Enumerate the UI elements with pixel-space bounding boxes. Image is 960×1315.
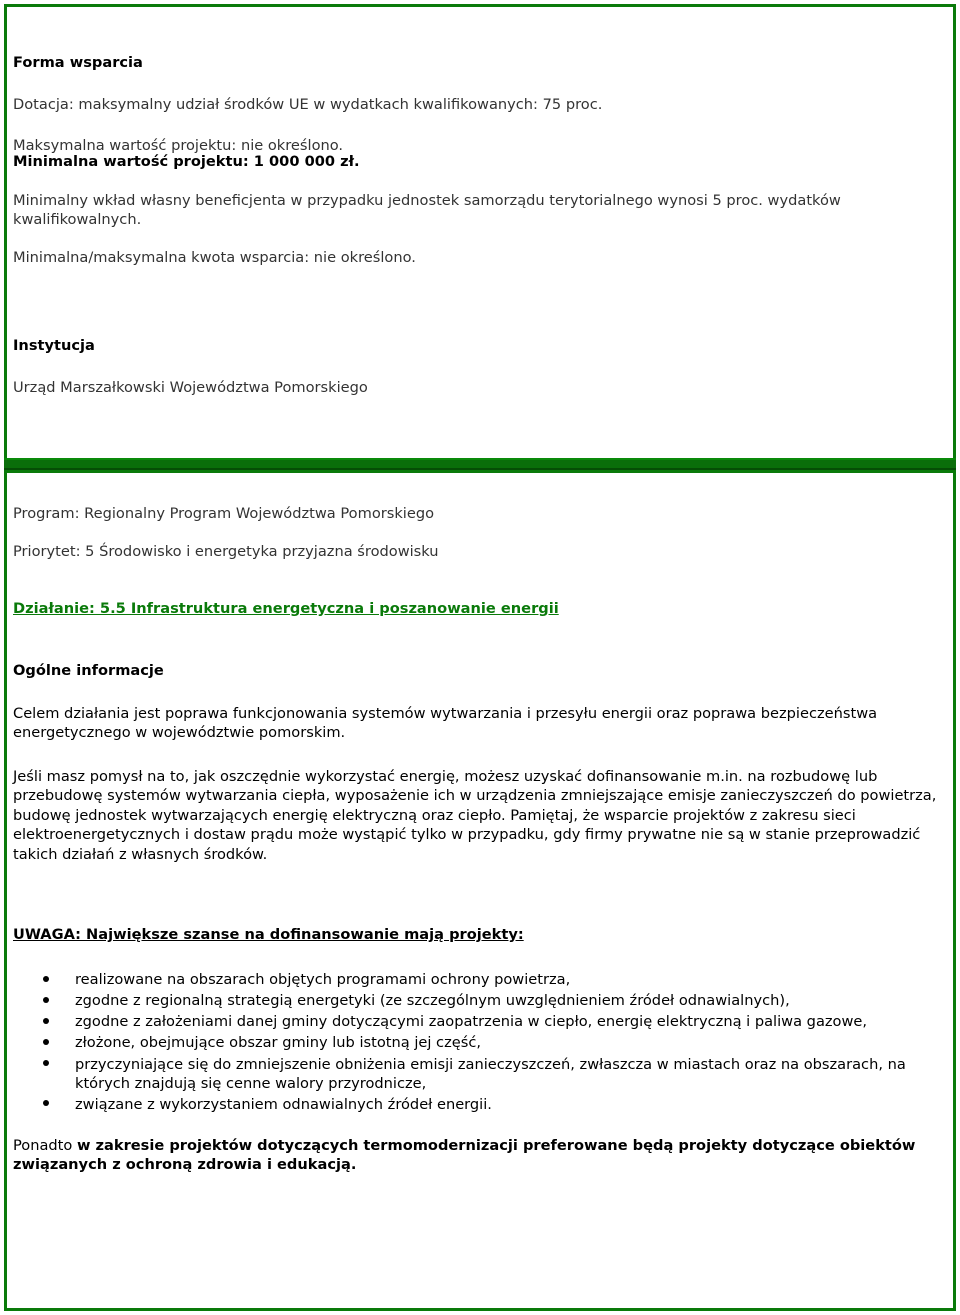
forma-wsparcia-heading: Forma wsparcia — [13, 54, 143, 71]
ponadto-bold: w zakresie projektów dotyczących termomodernizacji preferowane będą projekty dotyczące obiektów związanych z ochroną zdrowia i edukacją. — [13, 1137, 916, 1174]
ponadto-paragraph — [13, 1136, 948, 1175]
celem-paragraph: Celem działania jest poprawa funkcjonowania systemów wytwarzania i przesyłu energii oraz poprawa bezpieczeństwa energetycznego w województwie pomorskim. — [13, 705, 878, 742]
ponadto-prefix: Ponadto — [13, 1137, 77, 1154]
section-program — [4, 470, 956, 1311]
program-text: Program: Regionalny Program Województwa Pomorskiego — [13, 505, 435, 522]
ogolne-informacje-heading: Ogólne informacje — [13, 662, 164, 679]
list-item: przyczyniające się do zmniejszenie obniżenia emisji zanieczyszczeń, zwłaszcza w miastach oraz na obszarach, na których znajdują się cenne walory przyrodnicze, — [13, 1053, 948, 1093]
bullet-icon — [43, 1100, 49, 1106]
dzialanie-link[interactable]: Działanie: 5.5 Infrastruktura energetyczna i poszanowanie energii — [13, 600, 559, 617]
max-value-text: Maksymalna wartość projektu: nie określono. — [13, 137, 344, 154]
jesli-paragraph: Jeśli masz pomysł na to, jak oszczędnie wykorzystać energię, możesz uzyskać dofinansowanie m.in. na rozbudowę lub przebudowę systemów wytwarzania ciepła, wyposażenie ich w urządzenia zmniejszające emisje zanieczyszczeń do powietrza, budowę jednostek wytwarzających energię elektryczną oraz ciepło. Pamiętaj, że wsparcie projektów z zakresu sieci elektroenergetycznych i dostaw prądu może wystąpić tylko w przypadku, gdy firmy prywatne nie są w stanie przeprowadzić takich działań z własnych środków. — [13, 768, 937, 863]
list-item: zgodne z założeniami danej gminy dotyczącymi zaopatrzenia w ciepło, energię elektryczną i paliwa gazowe, — [13, 1011, 948, 1032]
priority-list — [13, 969, 948, 1115]
dotacja-text: Dotacja: maksymalny udział środków UE w wydatkach kwalifikowanych: 75 proc. — [13, 96, 603, 113]
wklad-text-line2: kwalifikowalnych. — [13, 211, 142, 228]
wklad-text-line1: Minimalny wkład własny beneficjenta w przypadku jednostek samorządu terytorialnego wynosi 5 proc. wydatków — [13, 192, 841, 209]
bullet-icon — [43, 1018, 49, 1024]
priorytet-text: Priorytet: 5 Środowisko i energetyka przyjazna środowisku — [13, 543, 439, 560]
bullet-icon — [43, 976, 49, 982]
instytucja-heading: Instytucja — [13, 337, 95, 354]
min-value-text: Minimalna wartość projektu: 1 000 000 zł. — [13, 153, 360, 170]
bullet-icon — [43, 1060, 49, 1066]
bullet-icon — [43, 1039, 49, 1045]
list-item: realizowane na obszarach objętych programami ochrony powietrza, — [13, 969, 948, 990]
list-item: złożone, obejmujące obszar gminy lub istotną jej część, — [13, 1032, 948, 1053]
section-divider — [4, 458, 956, 470]
list-item: zgodne z regionalną strategią energetyki (ze szczególnym uwzględnieniem źródeł odnawialnych), — [13, 990, 948, 1011]
uwaga-heading: UWAGA: Największe szanse na dofinansowanie mają projekty: — [13, 926, 524, 943]
bullet-icon — [43, 997, 49, 1003]
kwota-text: Minimalna/maksymalna kwota wsparcia: nie określono. — [13, 249, 416, 266]
instytucja-value: Urząd Marszałkowski Województwa Pomorskiego — [13, 379, 368, 396]
list-item: związane z wykorzystaniem odnawialnych źródeł energii. — [13, 1093, 948, 1115]
